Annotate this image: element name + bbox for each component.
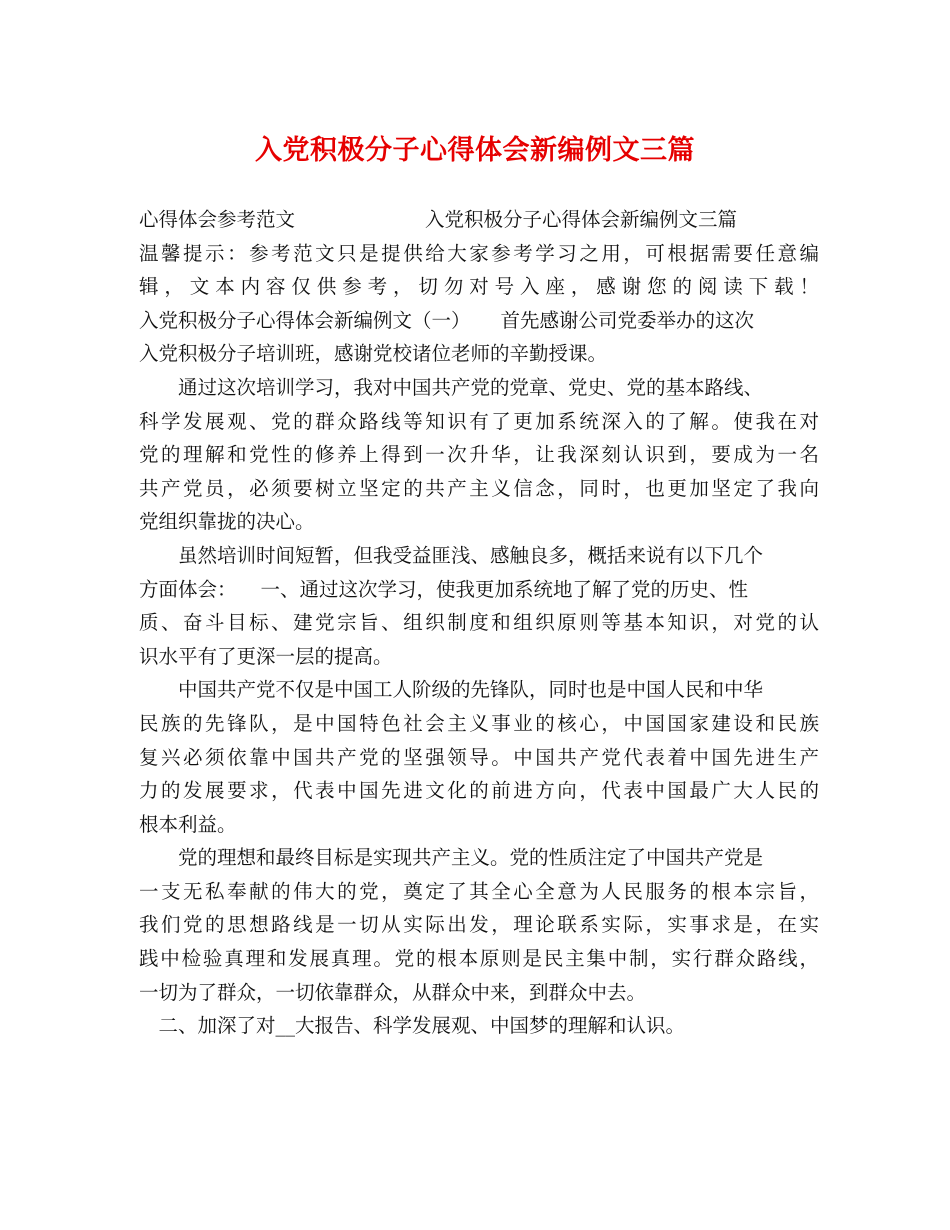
text-line: 辑，文本内容仅供参考，切勿对号入座，感谢您的阅读下载！ <box>139 275 819 299</box>
document-title: 入党积极分子心得体会新编例文三篇 <box>255 135 695 166</box>
text-line: 中国共产党不仅是中国工人阶级的先锋队，同时也是中国人民和中华 <box>139 678 764 702</box>
text-line: 力的发展要求，代表中国先进文化的前进方向，代表中国最广大人民的 <box>139 779 819 803</box>
text-segment: 入党积极分子心得体会新编例文（一） <box>139 308 471 332</box>
text-segment: 首先感谢公司党委举办的这次 <box>500 308 755 332</box>
text-segment: 一、通过这次学习，使我更加系统地了解了党的历史、性 <box>260 577 749 601</box>
text-line: 党的理解和党性的修养上得到一次升华，让我深刻认识到，要成为一名 <box>139 443 819 467</box>
text-line: 入党积极分子培训班，感谢党校诸位老师的辛勤授课。 <box>139 342 608 366</box>
text-line: 质、奋斗目标、建党宗旨、组织制度和组织原则等基本知识，对党的认 <box>139 611 819 635</box>
text-line: 温馨提示：参考范文只是提供给大家参考学习之用，可根据需要任意编 <box>139 241 819 265</box>
document-body <box>139 203 819 1043</box>
text-segment: 方面体会： <box>139 577 237 601</box>
text-line: 一切为了群众，一切依靠群众，从群众中来，到群众中去。 <box>139 980 647 1004</box>
text-segment: 入党积极分子心得体会新编例文三篇 <box>425 208 738 231</box>
text-line: 民族的先锋队，是中国特色社会主义事业的核心，中国国家建设和民族 <box>139 711 819 735</box>
text-line <box>139 203 819 237</box>
text-line: 根本利益。 <box>139 812 237 836</box>
text-line: 虽然培训时间短暂，但我受益匪浅、感触良多，概括来说有以下几个 <box>139 543 764 567</box>
text-line: 通过这次培训学习，我对中国共产党的党章、党史、党的基本路线、 <box>139 375 764 399</box>
text-line: 共产党员，必须要树立坚定的共产主义信念，同时，也更加坚定了我向 <box>139 476 819 500</box>
text-line <box>139 304 819 338</box>
text-segment: 心得体会参考范文 <box>139 208 296 231</box>
text-line: 践中检验真理和发展真理。党的根本原则是民主集中制，实行群众路线， <box>139 947 819 971</box>
text-line: 识水平有了更深一层的提高。 <box>139 644 393 668</box>
text-line: 一支无私奉献的伟大的党，奠定了其全心全意为人民服务的根本宗旨， <box>139 879 819 903</box>
text-line: 科学发展观、党的群众路线等知识有了更加系统深入的了解。使我在对 <box>139 409 819 433</box>
text-line <box>139 573 819 607</box>
text-line: 二、加深了对__大报告、科学发展观、中国梦的理解和认识。 <box>139 1014 686 1038</box>
text-line: 党的理想和最终目标是实现共产主义。党的性质注定了中国共产党是 <box>139 846 764 870</box>
text-line: 我们党的思想路线是一切从实际出发，理论联系实际，实事求是，在实 <box>139 913 819 937</box>
text-line: 复兴必须依靠中国共产党的坚强领导。中国共产党代表着中国先进生产 <box>139 745 819 769</box>
text-line: 党组织靠拢的决心。 <box>139 510 315 534</box>
